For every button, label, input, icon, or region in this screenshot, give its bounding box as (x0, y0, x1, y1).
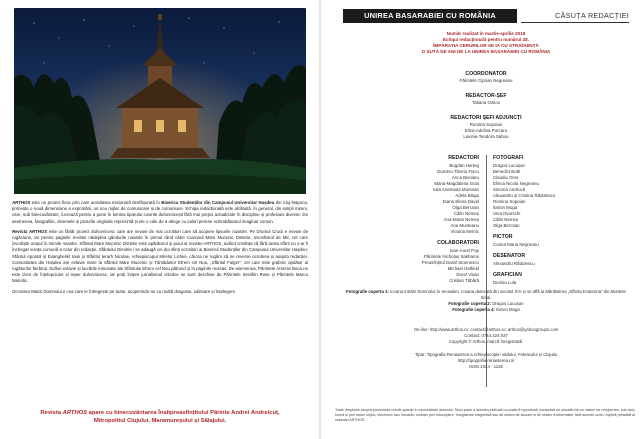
paragraph-1: ARTHOS este un proiect fiesc prin care activitatea misionară desfășurată în Biserica Studenților din Campusul Universitar Hașdeu din Cluj-Napoca, primește o nouă dimensiune a exprimării, un nou mijloc de comunicare și de comuniune. Echipa redacțională este alcătuită, în general, din simpli mireni, care, sub binecuvântare, lucrează pentru a pune în lumina tiparului cuvinte duhovnicești fără mai prejos actualizate în discipline și profesiuni diverse. De asemenea, fotografiile, desenele și picturile originale reprezintă și ele o cale de a atinge cu valori perene schimbătoarul imaginar comun. (12, 200, 308, 224)
church-name: Biserica Studenților din Campusul Universitar Hașdeu (161, 200, 275, 205)
paragraph-2: Revista ARTHOS este un fânăr proiect duhovnicesc care are nevoie de mai ocrotitori care să acopere lipsurile noastre. Pe Drumul Crucii e nevoie de rugăciune, iar pentru paginile revistei nădejdea gândurile noastre în primul rând către Cuviosul Mare Mucenic Dimitrie, Izvorâtorul de Mir, cel care izvorăște oraşul în mimile noastre. Sfântul Mare Mucenic Dimitrie este apărătorul și puiul al revistei ARTHOS, având credința că fără aesta sfânt nu s-ar fi închegat voința comună a celor din redacție. Sfântului Dimitrie i se adaugă cei doi sfinți ocrotitori ai Bisericii Studenților din Campusul Universitar Hașdeu: Sfântul Apostol și Evanghelist Ioan și Sfântul Ierarh Nicolae, Arhiepiscopul Mirelor Lichiei, cărora ne rugăm să ne reverse ocrotirea și asupra redacției. Comunitatea din Hașdeu are evlavie mare la Sfântul Mare Mucenic și Tămăduitor Efrem cel Nou, „Sfântul Fulger”, cel care este grabnic ajutător al rugătorilor fierbinți. Sufluri evlavie și lucrările minunate ale Sfântului Efrem cel Nou pătrund și în paginile revistei. De asemenea, Părintele Arsenie Boca ne este izvor de înțelepciune și reper duhovnicesc, iar porți înspre jurnalismul ortodox ne sunt deschise de Părintele Serafim Rose și Părintele Marcu Manolic. (12, 228, 309, 284)
issue-intro: Număr realizat în martie-aprilie 2018 Echipa redacțională pentru numărul 28. ÎMPĂRATIA CERURILOR SE IA CU STRĂDUINȚĂ O SUTĂ DE ANI DE LA UNIREA BASARABIEI CU ROMÂNIA (421, 31, 551, 54)
paragraph-3: Ocrotirea Maicii Domnului e cea care le întregește pe toate, acoperindu-ne cu multă dragoste, iubitoare și înțelegere. (12, 288, 237, 294)
rights-disclaimer: Toate drepturile asupra prezentului număr aparțin în exclusivitate autorului. Nicio parte a acestei publicații nu poate fi reprodusă, transmisă ori stocată într-un sistem de recuperare, sub nicio formă și prin niciun mijloc, electronic sau mecanic, inclusiv prin fotocopiere, înregistrare magnetică sau alt sistem de stocare și de redare a informației, fără acordul scris / explicit prealabil al redacției ARTHOS. (335, 408, 635, 422)
arthos-lead: ARTHOS (12, 200, 31, 205)
contact-info (343, 327, 629, 345)
header-rule (521, 22, 629, 23)
left-page (0, 0, 319, 439)
phone-contact: Contact: 0744.424.937 (464, 333, 508, 338)
right-page (321, 0, 640, 439)
printer-info: Tipar: Tipografia Renașterea a Arhiepiscopiei Vadului, Feleacului și Clujului http://tipografia.renasterea.ro/ ISSN 2344 - 1135 (414, 352, 558, 369)
section-title: CĂSUȚA REDACȚIEI (555, 11, 629, 20)
deputy-editors-block: REDACTORI ȘEFI ADJUNCȚI Romina Sopoian Eliza-Adelina Purcaru Lavinia-Teodora Sabou (450, 115, 522, 139)
credits-left-column: REDACTORI Bogdan Herțeg Dumitru-Tiberiu Fișcu Anca Bivolaru Maria-Magdalena Goia Iulia Anamaria Muresan Adela Blaga Diana Elena David Olga Bercsan Călin Nemeș Ana-Maria Nemeș Ana Munteanu Victoria Melnic COLABORATORI Ioan-Aurel Pop Părintele Nicholas Sakharov Preasfințitul Daniil Stoenescu Michael Hatfield Dorel Vișan Cristian Tăbără (421, 155, 479, 283)
editor-in-chief-block: REDACTOR-ȘEF Tatiana Onilov (465, 93, 507, 105)
credits-right-column: FOTOGRAFI Dragoș Lucușan Benedict Both Claudiu Oros Elinca Nicola Negreanu Simona Andrucă Alexandru și Cristina Rădulescu Romina Sopoian Ilarion Moga Vera Dvorschi Călin Nemeș Olga Bercsan PICTOR Corina Maria Negreanu DESENATOR Alexandru Rădulescu GRAFICIAN Denisa Lula (493, 155, 556, 285)
left-article (12, 200, 308, 299)
online-links: On-line: http://www.arthos.ro; contact@arthos.ro; arthos@yahoogroups.com (413, 327, 559, 332)
church-night-photo (14, 8, 306, 194)
copyright: Copyright © Arthos, marcă înregistrată. (448, 339, 524, 344)
header-title: UNIREA BASARABIEI CU ROMÂNIA (364, 11, 496, 20)
header-bar (343, 9, 517, 23)
coordinator-block: COORDONATOR Părintele Ciprian Negreanu (459, 71, 513, 83)
cover-credits: Fotografie coperta 1: Icoana Intrării Domnului în Ierusalim. Icoana detecată din secolul XIV și se află la Mănăstirea „Sfânta Ecaterina” din Muntele Sinai. Fotografie coperta 2: Dragoș Lucușan Fotografie coperta 4: Ilarion Moga (346, 289, 626, 312)
blessing-note: Revista ARTHOS apare cu binecuvântarea Înaltpreasfințitului Părinte Andrei Andreicuț, Mitropolitul Clujului, Maramureșului și Sălajului. (40, 410, 280, 424)
